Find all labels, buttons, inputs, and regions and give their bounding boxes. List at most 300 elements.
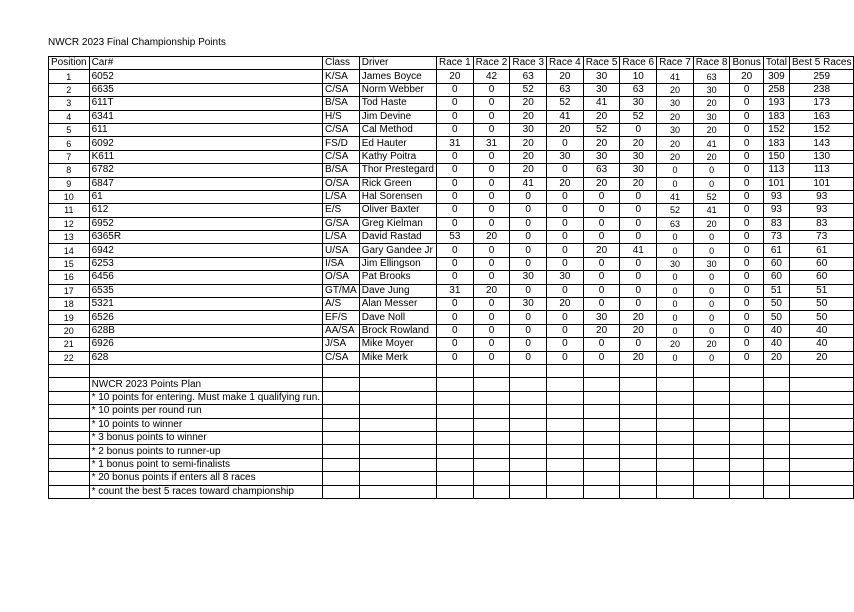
cell-class: C/SA (323, 123, 360, 136)
cell-car-number: 6052 (89, 70, 322, 83)
empty-cell (730, 445, 763, 458)
table-row (49, 97, 854, 110)
cell-race-4: 0 (547, 338, 584, 351)
empty-cell (657, 405, 694, 418)
cell-total: 50 (763, 311, 789, 324)
empty-cell (730, 405, 763, 418)
cell-total: 60 (763, 257, 789, 270)
cell-car-number: 6942 (89, 244, 322, 257)
cell-race-3: 0 (510, 324, 547, 337)
empty-cell (583, 418, 620, 431)
empty-cell (359, 391, 436, 404)
cell-total: 193 (763, 97, 789, 110)
cell-total: 150 (763, 150, 789, 163)
cell-bonus: 0 (730, 217, 763, 230)
points-plan (49, 364, 854, 498)
cell-race-8: 0 (693, 164, 730, 177)
table-row (49, 311, 854, 324)
cell-race-8: 30 (693, 83, 730, 96)
empty-cell (730, 391, 763, 404)
points-plan-item-row (49, 431, 854, 444)
cell-bonus: 0 (730, 123, 763, 136)
cell-race-1: 0 (436, 271, 473, 284)
empty-cell (789, 418, 853, 431)
cell-total: 258 (763, 83, 789, 96)
cell-race-5: 30 (583, 311, 620, 324)
cell-race-6: 52 (620, 110, 657, 123)
cell-bonus: 0 (730, 150, 763, 163)
cell-race-1: 0 (436, 338, 473, 351)
table-row (49, 298, 854, 311)
table-row (49, 284, 854, 297)
cell-race-7: 0 (657, 298, 694, 311)
empty-cell (763, 391, 789, 404)
empty-cell (657, 458, 694, 471)
empty-cell (547, 485, 584, 498)
cell-driver: Hal Sorensen (359, 190, 436, 203)
cell-race-6: 30 (620, 150, 657, 163)
cell-race-2: 0 (473, 351, 510, 364)
table-row (49, 231, 854, 244)
empty-cell (789, 391, 853, 404)
empty-cell (323, 445, 360, 458)
cell-race-3: 30 (510, 298, 547, 311)
cell-race-6: 41 (620, 244, 657, 257)
cell-race-4: 0 (547, 284, 584, 297)
empty-cell (620, 472, 657, 485)
empty-cell (730, 485, 763, 498)
points-plan-title-row (49, 378, 854, 391)
cell-race-8: 0 (693, 311, 730, 324)
empty-cell (359, 485, 436, 498)
empty-cell (436, 418, 473, 431)
cell-race-6: 63 (620, 83, 657, 96)
table-row (49, 137, 854, 150)
empty-cell (620, 405, 657, 418)
empty-cell (436, 364, 473, 377)
cell-race-5: 0 (583, 217, 620, 230)
cell-car-number: 6952 (89, 217, 322, 230)
cell-race-8: 20 (693, 123, 730, 136)
cell-race-8: 0 (693, 298, 730, 311)
cell-position: 11 (49, 204, 90, 217)
cell-total: 60 (763, 271, 789, 284)
empty-cell (693, 418, 730, 431)
cell-best-5-races: 50 (789, 311, 853, 324)
cell-race-3: 0 (510, 284, 547, 297)
table-row (49, 164, 854, 177)
cell-race-5: 30 (583, 150, 620, 163)
cell-total: 183 (763, 137, 789, 150)
cell-race-6: 0 (620, 257, 657, 270)
cell-total: 40 (763, 324, 789, 337)
cell-bonus: 0 (730, 83, 763, 96)
cell-race-7: 30 (657, 123, 694, 136)
cell-total: 50 (763, 298, 789, 311)
empty-cell (620, 391, 657, 404)
empty-cell (763, 472, 789, 485)
cell-best-5-races: 101 (789, 177, 853, 190)
points-plan-item-row (49, 445, 854, 458)
cell-best-5-races: 113 (789, 164, 853, 177)
cell-driver: Oliver Baxter (359, 204, 436, 217)
empty-cell (583, 391, 620, 404)
table-row (49, 338, 854, 351)
cell-position: 5 (49, 123, 90, 136)
cell-race-3: 0 (510, 338, 547, 351)
cell-race-4: 0 (547, 311, 584, 324)
column-header-race-1: Race 1 (436, 57, 473, 70)
points-plan-text: * 3 bonus points to winner (89, 431, 322, 444)
cell-race-3: 63 (510, 70, 547, 83)
empty-cell (49, 458, 90, 471)
cell-race-7: 0 (657, 284, 694, 297)
empty-cell (359, 364, 436, 377)
column-header-total: Total (763, 57, 789, 70)
cell-race-7: 30 (657, 97, 694, 110)
cell-race-1: 0 (436, 324, 473, 337)
cell-race-8: 30 (693, 257, 730, 270)
cell-position: 3 (49, 97, 90, 110)
cell-class: EF/S (323, 311, 360, 324)
cell-car-number: 6526 (89, 311, 322, 324)
cell-race-6: 20 (620, 137, 657, 150)
cell-driver: Alan Messer (359, 298, 436, 311)
table-row (49, 244, 854, 257)
cell-class: U/SA (323, 244, 360, 257)
table-row (49, 324, 854, 337)
empty-cell (359, 405, 436, 418)
cell-race-4: 0 (547, 257, 584, 270)
cell-car-number: 61 (89, 190, 322, 203)
cell-bonus: 0 (730, 271, 763, 284)
empty-cell (359, 431, 436, 444)
cell-race-5: 0 (583, 338, 620, 351)
empty-cell (693, 431, 730, 444)
table-row (49, 70, 854, 83)
empty-cell (323, 431, 360, 444)
cell-best-5-races: 163 (789, 110, 853, 123)
cell-race-6: 0 (620, 123, 657, 136)
cell-bonus: 20 (730, 70, 763, 83)
cell-driver: Jim Ellingson (359, 257, 436, 270)
empty-cell (583, 472, 620, 485)
empty-cell (436, 445, 473, 458)
cell-race-8: 20 (693, 338, 730, 351)
cell-race-6: 10 (620, 70, 657, 83)
empty-cell (323, 458, 360, 471)
cell-race-4: 0 (547, 231, 584, 244)
empty-cell (789, 485, 853, 498)
cell-car-number: 611T (89, 97, 322, 110)
cell-car-number: 628 (89, 351, 322, 364)
cell-race-2: 0 (473, 164, 510, 177)
cell-race-3: 0 (510, 217, 547, 230)
cell-race-3: 20 (510, 110, 547, 123)
cell-position: 8 (49, 164, 90, 177)
cell-driver: James Boyce (359, 70, 436, 83)
cell-race-7: 30 (657, 257, 694, 270)
cell-race-3: 0 (510, 257, 547, 270)
cell-race-5: 20 (583, 137, 620, 150)
empty-cell (789, 364, 853, 377)
empty-cell (693, 378, 730, 391)
cell-total: 20 (763, 351, 789, 364)
cell-race-5: 0 (583, 351, 620, 364)
cell-race-6: 20 (620, 177, 657, 190)
cell-car-number: 6341 (89, 110, 322, 123)
cell-total: 152 (763, 123, 789, 136)
empty-cell (436, 431, 473, 444)
cell-race-2: 0 (473, 257, 510, 270)
cell-race-7: 0 (657, 324, 694, 337)
cell-race-1: 0 (436, 83, 473, 96)
cell-bonus: 0 (730, 97, 763, 110)
cell-race-2: 0 (473, 217, 510, 230)
cell-race-5: 0 (583, 231, 620, 244)
column-header-race-5: Race 5 (583, 57, 620, 70)
cell-class: AA/SA (323, 324, 360, 337)
cell-race-5: 52 (583, 123, 620, 136)
empty-cell (763, 431, 789, 444)
cell-race-4: 20 (547, 177, 584, 190)
page-title: NWCR 2023 Final Championship Points (48, 37, 226, 48)
cell-total: 183 (763, 110, 789, 123)
empty-cell (436, 405, 473, 418)
cell-race-2: 0 (473, 338, 510, 351)
cell-best-5-races: 50 (789, 298, 853, 311)
cell-best-5-races: 51 (789, 284, 853, 297)
cell-race-1: 0 (436, 217, 473, 230)
empty-cell (789, 445, 853, 458)
cell-race-3: 20 (510, 150, 547, 163)
cell-race-1: 0 (436, 190, 473, 203)
cell-race-8: 20 (693, 217, 730, 230)
empty-cell (49, 364, 90, 377)
cell-race-7: 41 (657, 190, 694, 203)
empty-cell (49, 418, 90, 431)
empty-cell (510, 405, 547, 418)
column-header-driver: Driver (359, 57, 436, 70)
cell-race-6: 0 (620, 271, 657, 284)
empty-cell (657, 485, 694, 498)
table-row (49, 271, 854, 284)
empty-cell (620, 431, 657, 444)
cell-race-6: 0 (620, 217, 657, 230)
empty-cell (789, 472, 853, 485)
cell-position: 10 (49, 190, 90, 203)
empty-cell (473, 405, 510, 418)
empty-cell (359, 445, 436, 458)
empty-cell (789, 405, 853, 418)
cell-race-7: 20 (657, 137, 694, 150)
cell-class: FS/D (323, 137, 360, 150)
empty-cell (473, 364, 510, 377)
cell-race-1: 0 (436, 164, 473, 177)
cell-best-5-races: 130 (789, 150, 853, 163)
empty-cell (620, 458, 657, 471)
cell-bonus: 0 (730, 244, 763, 257)
cell-race-7: 0 (657, 351, 694, 364)
cell-race-3: 0 (510, 231, 547, 244)
points-plan-item-row (49, 472, 854, 485)
cell-class: K/SA (323, 70, 360, 83)
cell-race-5: 0 (583, 284, 620, 297)
empty-cell (730, 378, 763, 391)
cell-race-2: 0 (473, 83, 510, 96)
points-plan-item-row (49, 391, 854, 404)
empty-cell (730, 458, 763, 471)
empty-cell (789, 431, 853, 444)
cell-driver: Ed Hauter (359, 137, 436, 150)
empty-cell (657, 472, 694, 485)
points-plan-text: * 10 points for entering. Must make 1 qualifying run. (89, 391, 322, 404)
cell-best-5-races: 238 (789, 83, 853, 96)
cell-class: GT/MA (323, 284, 360, 297)
cell-race-8: 0 (693, 324, 730, 337)
cell-race-2: 0 (473, 271, 510, 284)
empty-cell (547, 418, 584, 431)
cell-race-3: 0 (510, 351, 547, 364)
cell-race-1: 0 (436, 311, 473, 324)
cell-race-3: 0 (510, 190, 547, 203)
cell-position: 14 (49, 244, 90, 257)
cell-total: 93 (763, 204, 789, 217)
cell-race-1: 20 (436, 70, 473, 83)
cell-race-4: 20 (547, 123, 584, 136)
cell-class: L/SA (323, 190, 360, 203)
cell-total: 40 (763, 338, 789, 351)
cell-bonus: 0 (730, 110, 763, 123)
cell-race-8: 0 (693, 244, 730, 257)
empty-cell (657, 378, 694, 391)
empty-cell (693, 364, 730, 377)
empty-cell (436, 472, 473, 485)
empty-cell (730, 472, 763, 485)
cell-bonus: 0 (730, 351, 763, 364)
cell-race-6: 0 (620, 190, 657, 203)
cell-race-8: 52 (693, 190, 730, 203)
cell-bonus: 0 (730, 324, 763, 337)
cell-total: 101 (763, 177, 789, 190)
cell-race-4: 0 (547, 204, 584, 217)
cell-car-number: 6847 (89, 177, 322, 190)
cell-best-5-races: 40 (789, 324, 853, 337)
cell-position: 18 (49, 298, 90, 311)
points-plan-text: * 20 bonus points if enters all 8 races (89, 472, 322, 485)
cell-race-5: 63 (583, 164, 620, 177)
cell-race-4: 41 (547, 110, 584, 123)
empty-cell (323, 485, 360, 498)
cell-race-4: 0 (547, 244, 584, 257)
cell-race-6: 20 (620, 311, 657, 324)
cell-car-number: K611 (89, 150, 322, 163)
table-row (49, 177, 854, 190)
empty-cell (620, 485, 657, 498)
cell-race-5: 0 (583, 190, 620, 203)
cell-race-3: 0 (510, 244, 547, 257)
empty-cell (473, 378, 510, 391)
cell-race-7: 20 (657, 110, 694, 123)
cell-race-5: 30 (583, 70, 620, 83)
cell-driver: Pat Brooks (359, 271, 436, 284)
empty-cell (510, 418, 547, 431)
empty-cell (657, 445, 694, 458)
empty-cell (473, 485, 510, 498)
cell-race-4: 30 (547, 150, 584, 163)
cell-bonus: 0 (730, 311, 763, 324)
cell-race-8: 0 (693, 351, 730, 364)
cell-race-3: 20 (510, 164, 547, 177)
cell-position: 7 (49, 150, 90, 163)
cell-race-6: 0 (620, 298, 657, 311)
cell-class: C/SA (323, 351, 360, 364)
empty-cell (49, 391, 90, 404)
header-row (49, 57, 854, 70)
cell-race-1: 0 (436, 177, 473, 190)
cell-race-4: 52 (547, 97, 584, 110)
empty-cell (730, 418, 763, 431)
empty-cell (49, 472, 90, 485)
cell-race-7: 20 (657, 338, 694, 351)
cell-race-8: 63 (693, 70, 730, 83)
cell-bonus: 0 (730, 204, 763, 217)
cell-bonus: 0 (730, 284, 763, 297)
cell-race-8: 20 (693, 97, 730, 110)
empty-cell (763, 364, 789, 377)
cell-bonus: 0 (730, 231, 763, 244)
cell-race-1: 0 (436, 257, 473, 270)
cell-race-6: 30 (620, 97, 657, 110)
cell-race-6: 20 (620, 324, 657, 337)
empty-cell (730, 431, 763, 444)
cell-race-8: 0 (693, 231, 730, 244)
empty-cell (583, 458, 620, 471)
cell-driver: Thor Prestegard (359, 164, 436, 177)
cell-bonus: 0 (730, 177, 763, 190)
cell-position: 1 (49, 70, 90, 83)
cell-best-5-races: 20 (789, 351, 853, 364)
cell-race-7: 0 (657, 164, 694, 177)
cell-best-5-races: 173 (789, 97, 853, 110)
cell-class: G/SA (323, 217, 360, 230)
cell-race-3: 20 (510, 137, 547, 150)
spacer-row (49, 364, 854, 377)
empty-cell (693, 405, 730, 418)
cell-race-1: 53 (436, 231, 473, 244)
table-row (49, 257, 854, 270)
points-plan-text: * count the best 5 races toward championship (89, 485, 322, 498)
cell-race-7: 20 (657, 83, 694, 96)
cell-race-5: 0 (583, 271, 620, 284)
cell-total: 61 (763, 244, 789, 257)
cell-driver: Mike Moyer (359, 338, 436, 351)
cell-total: 309 (763, 70, 789, 83)
empty-cell (763, 418, 789, 431)
cell-class: J/SA (323, 338, 360, 351)
cell-position: 9 (49, 177, 90, 190)
cell-position: 20 (49, 324, 90, 337)
empty-cell (436, 458, 473, 471)
cell-race-1: 0 (436, 110, 473, 123)
cell-position: 4 (49, 110, 90, 123)
cell-car-number: 6253 (89, 257, 322, 270)
column-header-car-number: Car# (89, 57, 322, 70)
cell-best-5-races: 259 (789, 70, 853, 83)
cell-race-2: 20 (473, 284, 510, 297)
empty-cell (657, 364, 694, 377)
cell-driver: Dave Noll (359, 311, 436, 324)
